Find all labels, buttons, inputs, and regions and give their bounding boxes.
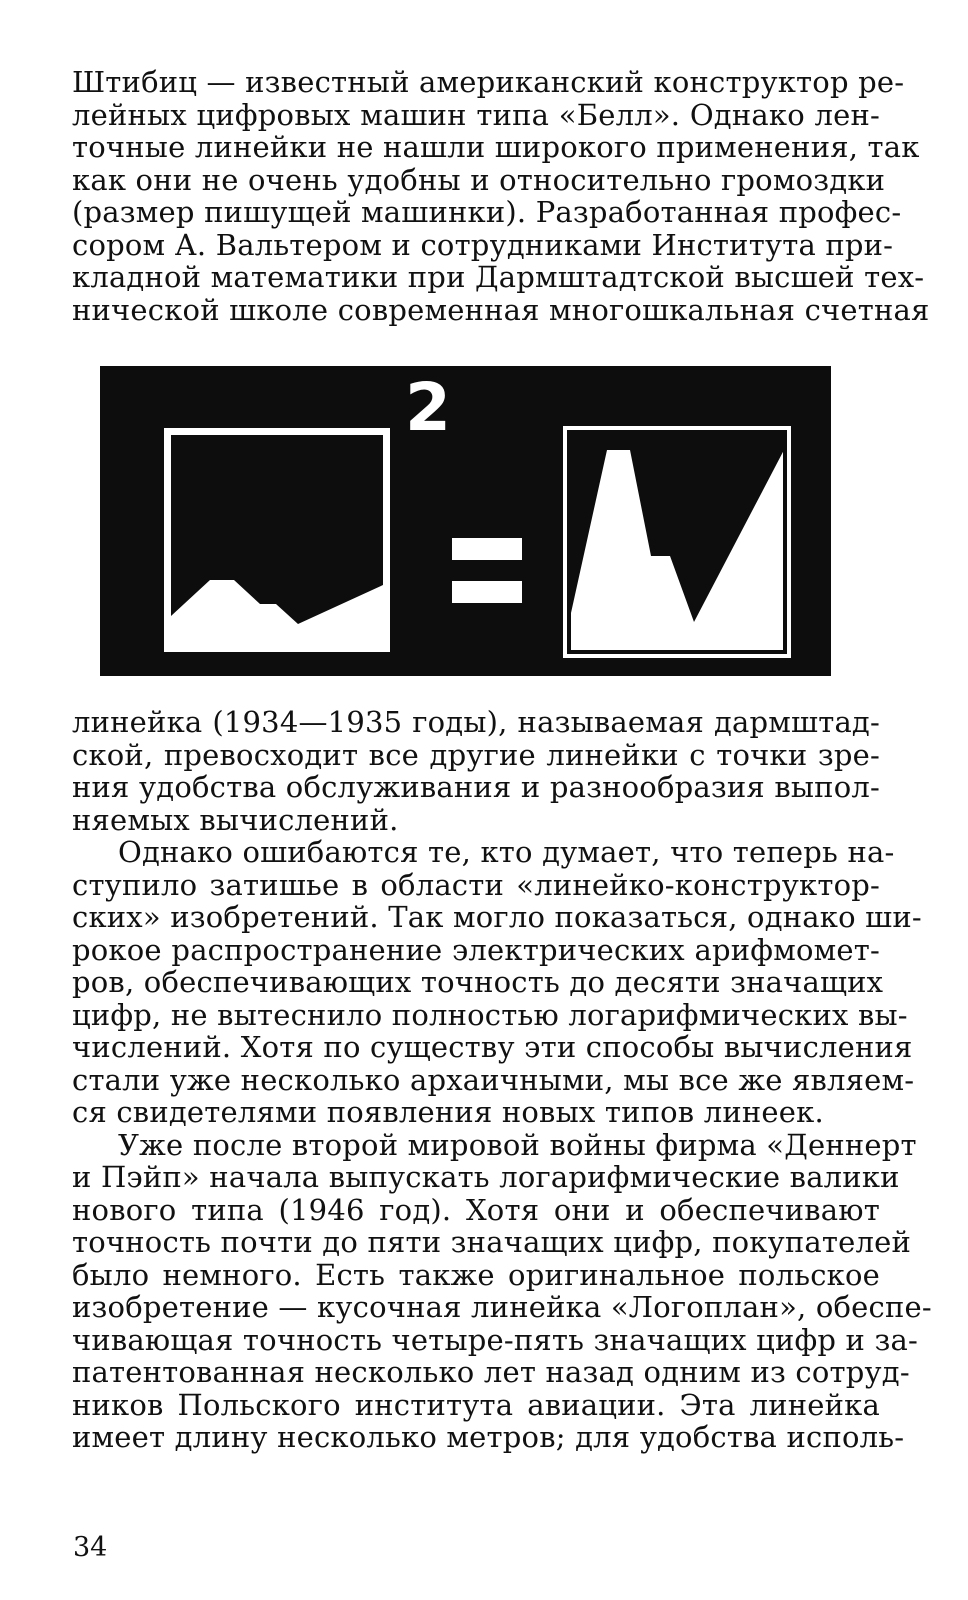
text-line: (размер пишущей машинки). Разработанная профес- [72, 195, 902, 229]
text-line: как они не очень удобны и относительно громоздки [72, 162, 886, 197]
text-line: ния удобства обслуживания и разнообразия выпол- [72, 770, 880, 804]
right-panel [563, 426, 791, 658]
text-line: цифр, не вытеснило полностью логарифмических вы- [72, 997, 908, 1032]
exponent-label: 2 [405, 369, 451, 446]
squaring-illustration [100, 366, 831, 676]
text-line: патентованная несколько лет назад одним из сотруд- [72, 1355, 910, 1389]
text-line: Однако ошибаются те, кто думает, что теперь на- [118, 835, 895, 869]
text-line: нового типа (1946 год). Хотя они и обеспечивают [72, 1192, 880, 1227]
text-line: стали уже несколько архаичными, мы все же являем- [72, 1062, 915, 1097]
text-line: точные линейки не нашли широкого применения, так [72, 130, 920, 164]
text-line: точность почти до пяти значащих цифр, покупателей [72, 1225, 912, 1259]
left-panel [164, 428, 390, 652]
text-line: чивающая точность четыре-пять значащих цифр и за- [72, 1322, 919, 1357]
text-line: Штибиц — известный американский конструктор ре- [72, 65, 905, 99]
squaring-diagram [100, 366, 831, 676]
text-line: ся свидетелями появления новых типов линеек. [72, 1095, 824, 1129]
text-line: было немного. Есть также оригинальное польское [72, 1257, 880, 1292]
text-line: изобретение — кусочная линейка «Логоплан», обеспе- [72, 1290, 932, 1324]
text-line: и Пэйп» начала выпускать логарифмические валики [72, 1160, 900, 1194]
text-line: ских» изобретений. Так могло показаться, однако ши- [72, 900, 922, 934]
equals-bar-top [452, 538, 522, 560]
text-line: имеет длину несколько метров; для удобства исполь- [72, 1420, 905, 1454]
text-line: нической школе современная многошкальная счетная [72, 292, 930, 327]
text-line: кладной математики при Дармштадтской высшей тех- [72, 260, 925, 294]
text-line: ников Польского института авиации. Эта линейка [72, 1387, 880, 1422]
equals-bar-bottom [452, 581, 522, 603]
text-line: ров, обеспечивающих точность до десяти значащих [72, 965, 884, 999]
paragraph-bottom [72, 705, 932, 1454]
text-line: няемых вычислений. [72, 802, 399, 837]
text-line: Уже после второй мировой войны фирма «Деннерт [118, 1127, 917, 1162]
text-line: рокое распространение электрических арифмомет- [72, 932, 880, 967]
text-line: лейных цифровых машин типа «Белл». Однако лен- [72, 97, 880, 132]
text-line: сором А. Вальтером и сотрудниками Института при- [72, 227, 894, 262]
text-line: ступило затишье в области «линейко-конструктор- [72, 867, 880, 902]
text-line: числений. Хотя по существу эти способы вычисления [72, 1030, 913, 1064]
paragraph-top [72, 65, 930, 327]
page-number: 34 [73, 1532, 108, 1563]
text-line: ской, превосходит все другие линейки с точки зре- [72, 737, 880, 772]
text-line: линейка (1934—1935 годы), называемая дармштад- [72, 705, 880, 739]
